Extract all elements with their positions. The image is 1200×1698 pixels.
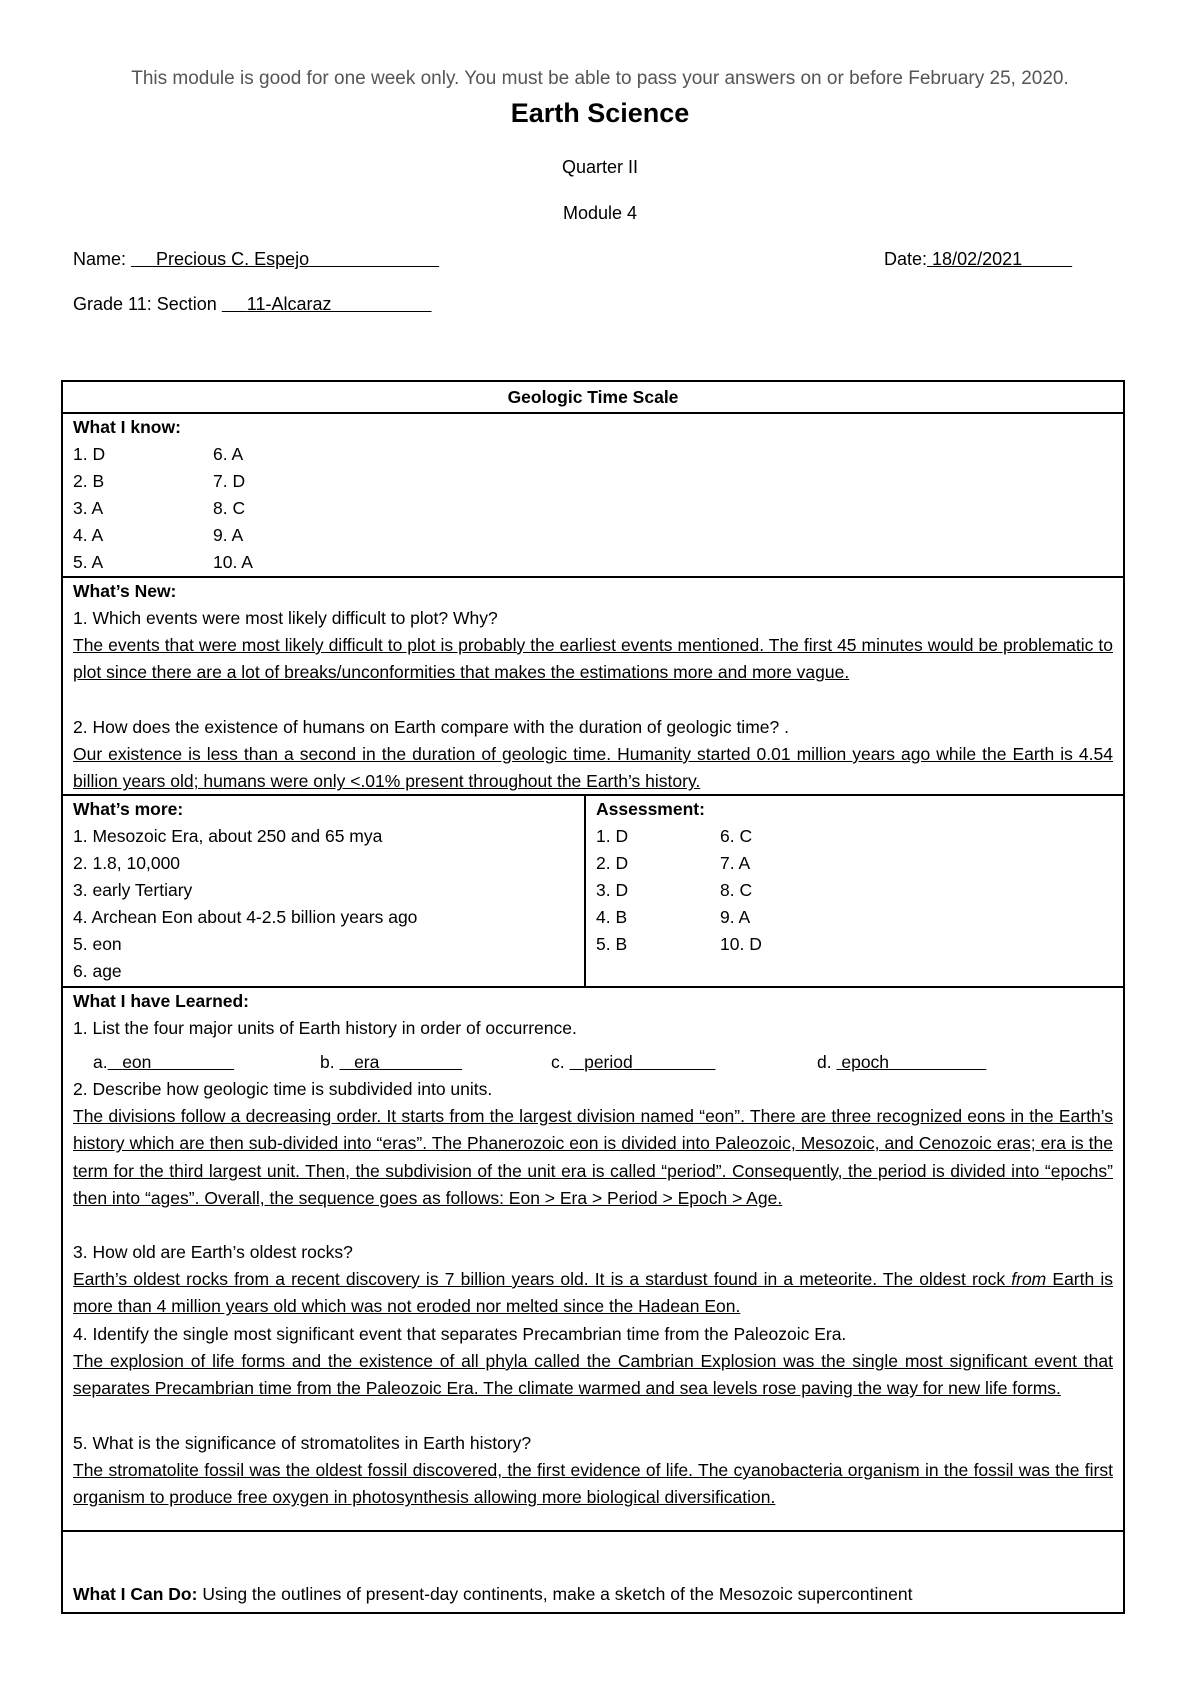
answer-sheet-table [61,380,1125,1614]
answer-row: 2. D 7. A [596,853,751,873]
column-divider [584,796,586,988]
what-i-know-heading: What I know: [73,417,181,437]
answer-2: The divisions follow a decreasing order. It starts from the largest division named “eon”. There are three recognized eons in the Earth’s history which are then sub-divided into “eras”. The Phanerozoic eon is divided into Paleozoic, Mesozoic, and Cenozoic eras; era is the term for the third largest unit. Then, the subdivision of the unit era is called “period”. Consequently, the period is divided into “epochs” then into “ages”. Overall, the sequence goes as follows: Eon > Era > Period > Epoch > Age. [73,1106,1113,1208]
unit-blank[interactable]: b. era [320,1052,380,1072]
answer-row: 4. A 9. A [73,525,244,545]
row-divider [63,412,1123,414]
what-i-can-do [73,1581,912,1608]
whats-new-heading: What’s New: [73,581,177,601]
name-label: Name: [73,249,127,269]
answer-row: 5. A 10. A [73,552,253,572]
row-divider [63,1530,1123,1532]
unit-blank[interactable]: c. period [551,1052,633,1072]
validity-notice: This module is good for one week only. You must be able to pass your answers on or before February 25, 2020. [131,68,1069,89]
answer-row: 2. B 7. D [73,471,246,491]
question-3: 3. How old are Earth’s oldest rocks? [73,1242,353,1262]
answer-4: The explosion of life forms and the existence of all phyla called the Cambrian Explosion was the single most significant event that separates Precambrian time from the Paleozoic Era. The climate warmed and sea levels rose paving the way for new life forms. [73,1351,1113,1399]
answer-5: The stromatolite fossil was the oldest fossil discovered, the first evidence of life. The cyanobacteria organism in the fossil was the first organism to produce free oxygen in photosynthesis allowing more biological diversification. [73,1460,1113,1508]
question-1: 1. List the four major units of Earth history in order of occurrence. [73,1018,577,1038]
unit-blank[interactable]: a. eon [93,1052,152,1072]
unit-blank[interactable]: d. epoch [817,1052,890,1072]
name-field[interactable] [73,249,439,270]
list-item: 6. age [73,961,122,981]
date-label: Date: [884,249,928,269]
question-2: 2. How does the existence of humans on Earth compare with the duration of geologic time? . [73,717,789,737]
answer-row: 3. D 8. C [596,880,753,900]
question-5: 5. What is the significance of stromatolites in Earth history? [73,1433,532,1453]
question-2: 2. Describe how geologic time is subdivided into units. [73,1079,493,1099]
assessment-heading: Assessment: [596,799,705,819]
row-divider [63,576,1123,578]
answer-1: The events that were most likely difficult to plot is probably the earliest events mentioned. The first 45 minutes would be problematic to plot since there are a lot of breaks/unconformities that makes the estimations more and more vague. [73,635,1113,683]
section-value[interactable]: 11-Alcaraz [246,294,332,314]
section-field[interactable] [73,294,432,315]
whats-more-heading: What’s more: [73,799,184,819]
list-item: 4. Archean Eon about 4-2.5 billion years ago [73,907,418,927]
answer-3: Earth’s oldest rocks from a recent discovery is 7 billion years old. It is a stardust found in a meteorite. The oldest rock from Earth is more than 4 million years old which was not eroded nor melted since the Hadean Eon. [73,1269,1113,1317]
list-item: 5. eon [73,934,122,954]
answer-row: 3. A 8. C [73,498,246,518]
answer-row: 1. D 6. C [596,826,753,846]
date-value[interactable]: 18/02/2021 [932,249,1023,269]
answer-row: 5. B 10. D [596,934,762,954]
question-4: 4. Identify the single most significant event that separates Precambrian time from the Paleozoic Era. [73,1324,847,1344]
quarter-label: Quarter II [561,157,639,177]
grade-label: Grade 11: Section [73,294,217,314]
date-field[interactable] [884,249,1072,270]
list-item: 2. 1.8, 10,000 [73,853,181,873]
answer-row: 4. B 9. A [596,907,751,927]
row-divider [63,794,1123,796]
can-do-heading: What I Can Do: [73,1584,198,1604]
answer-2: Our existence is less than a second in the duration of geologic time. Humanity started 0.01 million years ago while the Earth is 4.54 billion years old; humans were only <.01% present throughout the Earth’s history. [73,744,1113,792]
list-item: 3. early Tertiary [73,880,193,900]
answer-row: 1. D 6. A [73,444,244,464]
page-title: Earth Science [510,98,690,128]
module-label: Module 4 [562,203,638,223]
name-value[interactable]: Precious C. Espejo [156,249,310,269]
table-title: Geologic Time Scale [507,387,679,407]
learned-heading: What I have Learned: [73,991,250,1011]
question-1: 1. Which events were most likely difficult to plot? Why? [73,608,498,628]
can-do-text: Using the outlines of present-day continents, make a sketch of the Mesozoic supercontinent [202,1584,913,1604]
list-item: 1. Mesozoic Era, about 250 and 65 mya [73,826,383,846]
